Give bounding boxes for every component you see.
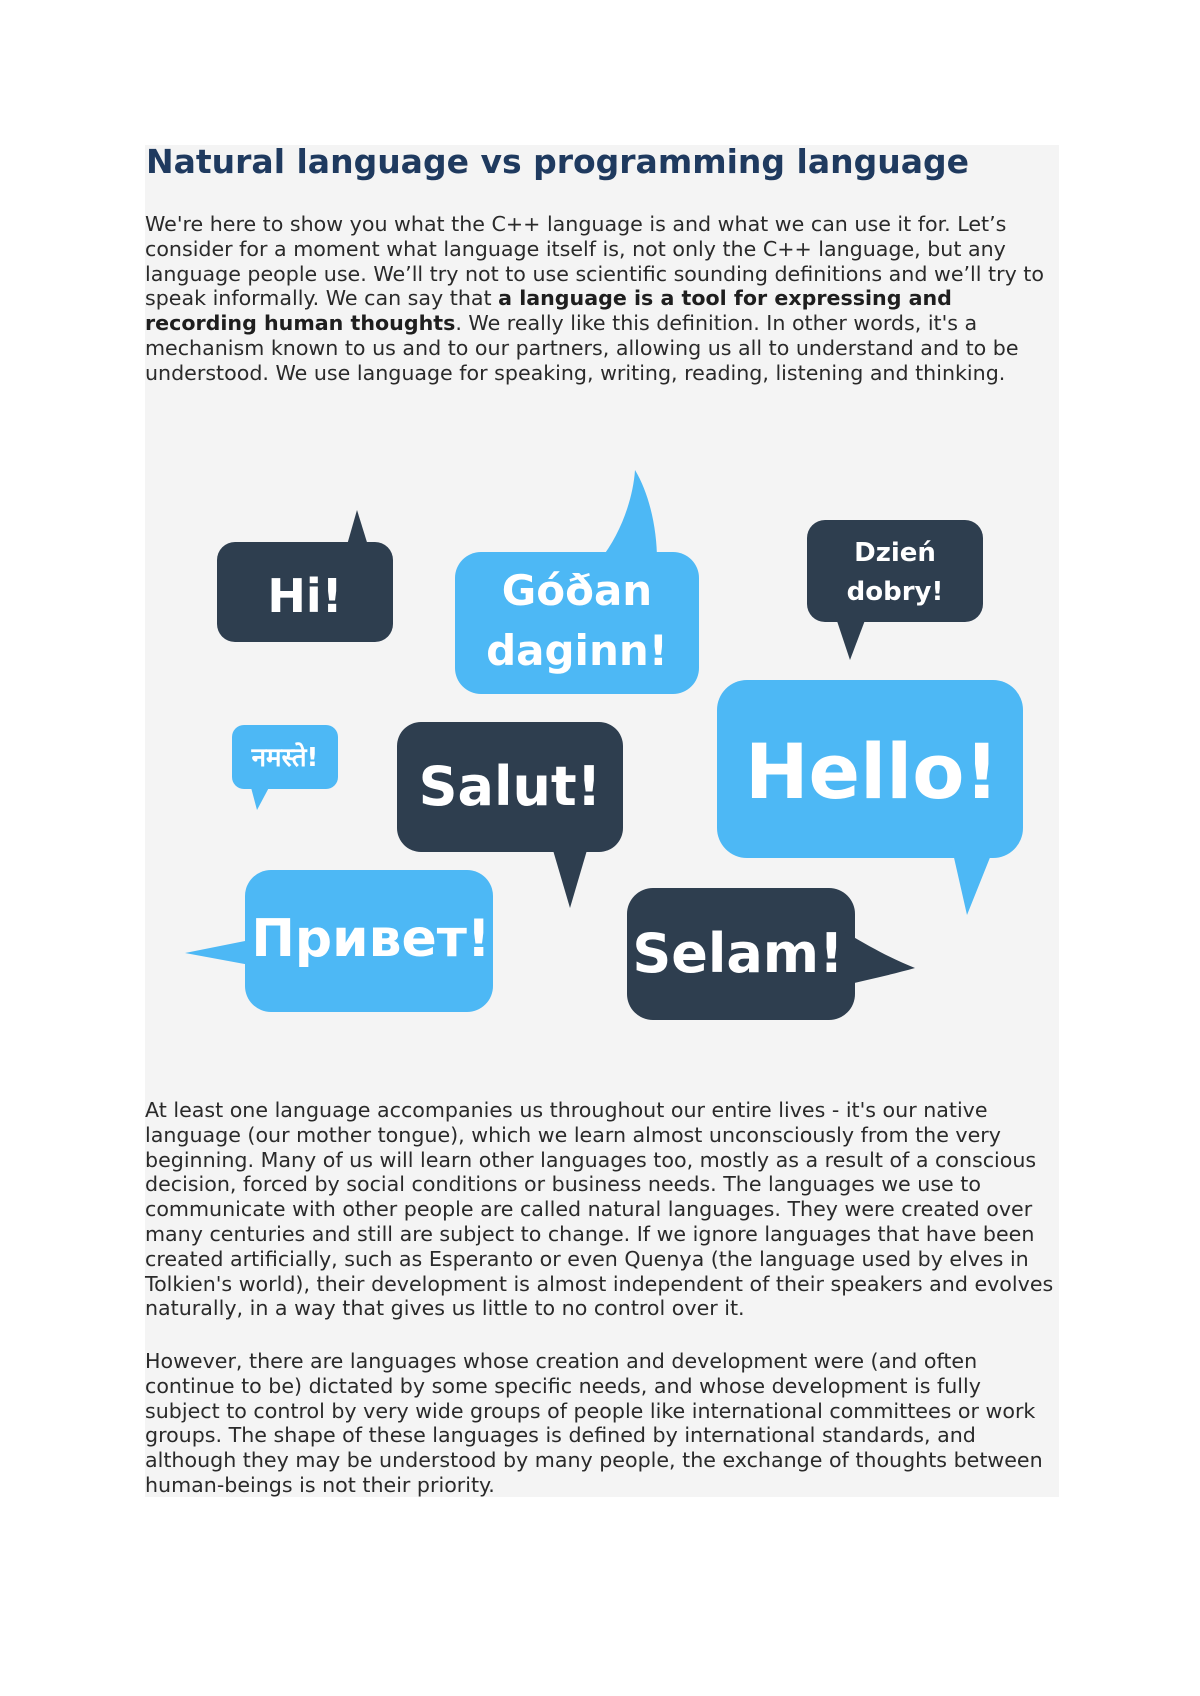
paragraph-controlled-languages: However, there are languages whose creation and development were (and often continue to be) dictated by some specific needs, and whose development is fully subject to control by very wide groups of people like international committees or work groups. The shape of these languages is defined by international standards, and although they may be understood by many people, the exchange of thoughts between human-beings is not their priority. [145,1349,1043,1497]
bubble-hello-text: Hello! [744,727,1000,816]
paragraph-native-language: At least one language accompanies us throughout our entire lives - it's our native language (our mother tongue), which we learn almost unconsciously from the very beginning. Many of us will learn other languages too, mostly as a result of a conscious decision, forced by social conditions or business needs. The languages we use to communicate with other people are called natural languages. They were created over many centuries and still are subject to change. If we ignore languages that have been created artificially, such as Esperanto or even Quenya (the language used by elves in Tolkien's world), their development is almost independent of their speakers and evolves naturally, in a way that gives us little to no control over it. [145,1098,1054,1321]
bubble-selam-text: Selam! [632,922,844,985]
bubble-dzien-dobry [807,520,983,660]
bubble-selam [627,888,915,1020]
bubble-hello [717,680,1023,915]
bubble-namaste-text: नमस्ते! [251,743,319,773]
bubble-hi [217,510,393,642]
bubble-hi-text: Hi! [267,569,343,623]
speech-bubbles-illustration [145,440,1059,1040]
bubble-salut-text: Salut! [418,755,602,818]
bubble-privet [185,870,493,1012]
bubble-privet-text: Привет! [251,909,491,969]
bubble-dzien-line2: dobry! [846,577,944,607]
intro-paragraph [145,212,1059,386]
intro-text-end: . We really like this definition. In other words, it's a mechanism known to us and to our partners, allowing us all to understand and to be understood. We use language for speaking, writing, reading, listening and thinking. [145,311,1019,385]
bubble-godan-line2: daginn! [486,626,668,675]
intro-bold-definition: a language is a tool for expressing and recording human thoughts [145,286,952,336]
bubble-godan-line1: Góðan [501,566,653,615]
bubble-godan-daginn [455,470,699,694]
bubble-namaste [232,725,338,810]
page-title: Natural language vs programming language [146,142,969,181]
bubble-dzien-line1: Dzień [854,538,936,568]
intro-text-start: We're here to show you what the C++ language is and what we can use it for. Let’s consider for a moment what language itself is, not only the C++ language, but any language people use. We’ll try not to use scientific sounding definitions and we’ll try to speak informally. We can say that [145,212,1044,311]
